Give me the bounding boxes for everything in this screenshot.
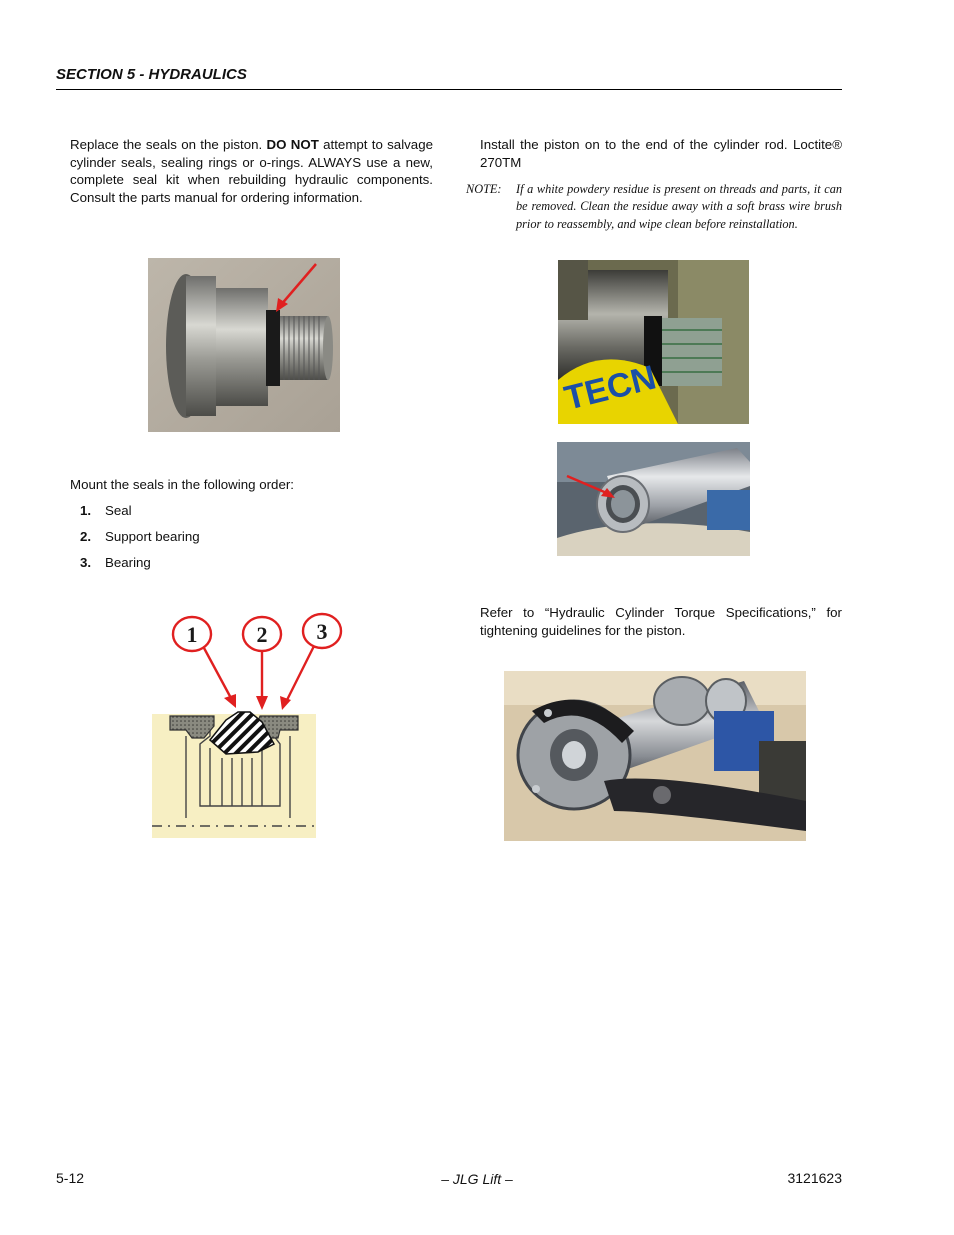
do-not-emphasis: DO NOT [266, 137, 319, 152]
list-item-label: Support bearing [105, 529, 200, 544]
list-item-number: 2. [80, 529, 92, 544]
note-text: If a white powdery residue is present on threads and parts, it can be removed. Clean the residue away with a soft brass wire brush prior to reassembly, and wipe clean before reinstallation. [516, 182, 842, 231]
piston-seal-photo [148, 258, 340, 432]
note-label: NOTE: [466, 182, 502, 196]
header-rule [56, 89, 842, 90]
list-item-number: 1. [80, 503, 92, 518]
install-piston-text: Install the piston on to the end of the cylinder rod. Loctite® 270TM [480, 137, 842, 170]
document-number: 3121623 [787, 1170, 842, 1186]
loctite-application-photo [558, 260, 749, 424]
list-item-number: 3. [80, 555, 92, 570]
section-title: SECTION 5 - HYDRAULICS [56, 66, 247, 83]
diagram-callout-3: 3 [316, 619, 328, 644]
page-number: 5-12 [56, 1170, 85, 1186]
mount-order-text: Mount the seals in the following order: [70, 477, 294, 492]
intro-text-before: Replace the seals on the piston. [70, 137, 267, 152]
list-item-label: Seal [105, 503, 132, 518]
footer-brand: – JLG Lift – [441, 1171, 513, 1187]
cylinder-rod-photo [557, 442, 750, 556]
list-item-label: Bearing [105, 555, 151, 570]
spanner-wrench-photo [504, 671, 806, 841]
bottle-label-text: TECN [560, 358, 660, 418]
list-item [80, 555, 380, 573]
refer-torque-text: Refer to “Hydraulic Cylinder Torque Specifications,” for tightening guidelines for the piston. [480, 605, 842, 638]
diagram-callout-1: 1 [186, 622, 198, 647]
list-item [80, 529, 380, 547]
seal-order-diagram [152, 608, 348, 838]
list-item [80, 503, 380, 521]
seal-replacement-paragraph [70, 136, 433, 206]
diagram-callout-2: 2 [256, 622, 268, 647]
intro-text-after: attempt to salvage cylinder seals, sealing rings or o-rings. ALWAYS use a new, complete seal kit when rebuilding hydraulic components. Consult the parts manual for ordering information. [70, 137, 433, 205]
note-block [466, 181, 842, 233]
